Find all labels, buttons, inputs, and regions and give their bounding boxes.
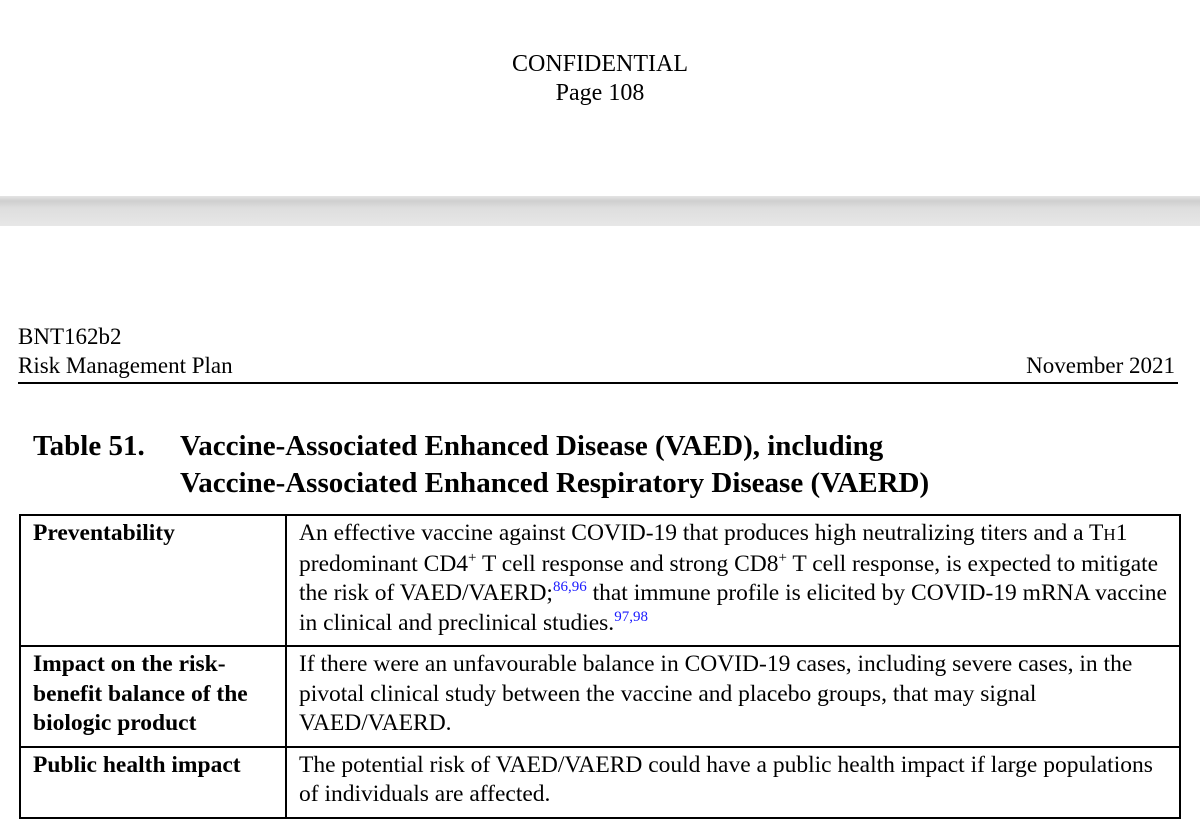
row-label: Public health impact — [20, 747, 286, 818]
superscript-plus: + — [468, 549, 477, 566]
document-title: Risk Management Plan — [18, 353, 233, 378]
page-number: Page 108 — [555, 80, 645, 106]
reference-link[interactable]: 97,98 — [614, 608, 648, 625]
risk-table — [19, 514, 1181, 819]
th-subscript: H — [1103, 525, 1116, 544]
table-caption — [33, 428, 1080, 502]
table-title-line-2: Vaccine-Associated Enhanced Respiratory Disease (VAERD) — [180, 467, 930, 499]
product-name: BNT162b2 — [18, 324, 122, 349]
content-text: 1 predominant CD4 — [299, 520, 1128, 577]
document-header — [18, 322, 1178, 384]
table-number: Table 51. — [33, 430, 145, 462]
row-content — [286, 515, 1180, 646]
table-row-preventability — [20, 515, 1180, 646]
reference-link[interactable]: 86,96 — [552, 579, 587, 595]
table-row-impact — [20, 646, 1180, 747]
content-text: T cell response, is expected to mitigate the risk of VAED/VAERD; — [299, 550, 1159, 606]
confidential-label: CONFIDENTIAL — [512, 51, 688, 77]
row-label: Preventability — [20, 515, 286, 646]
content-text: that immune profile is elicited by COVID-19 mRNA vaccine in clinical and preclinical studies. — [299, 580, 1167, 636]
document-date: November 2021 — [1026, 353, 1175, 378]
row-content: If there were an unfavourable balance in COVID-19 cases, including severe cases, in the pivotal clinical study between the vaccine and placebo groups, that may signal VAED/VAERD. — [286, 646, 1180, 747]
content-text: An effective vaccine against COVID-19 that produces high neutralizing titers and a T — [299, 520, 1104, 546]
confidential-header — [0, 50, 1200, 108]
table-title — [180, 428, 1080, 502]
page-separator — [0, 196, 1200, 226]
row-content: The potential risk of VAED/VAERD could have a public health impact if large populations of individuals are affected. — [286, 747, 1180, 818]
table-row-public-health — [20, 747, 1180, 818]
content-text: T cell response and strong CD8 — [476, 550, 779, 577]
row-label: Impact on the risk-benefit balance of the biologic product — [20, 646, 286, 747]
superscript-plus: + — [778, 549, 787, 566]
table-title-line-1: Vaccine-Associated Enhanced Disease (VAED), including — [180, 430, 884, 462]
